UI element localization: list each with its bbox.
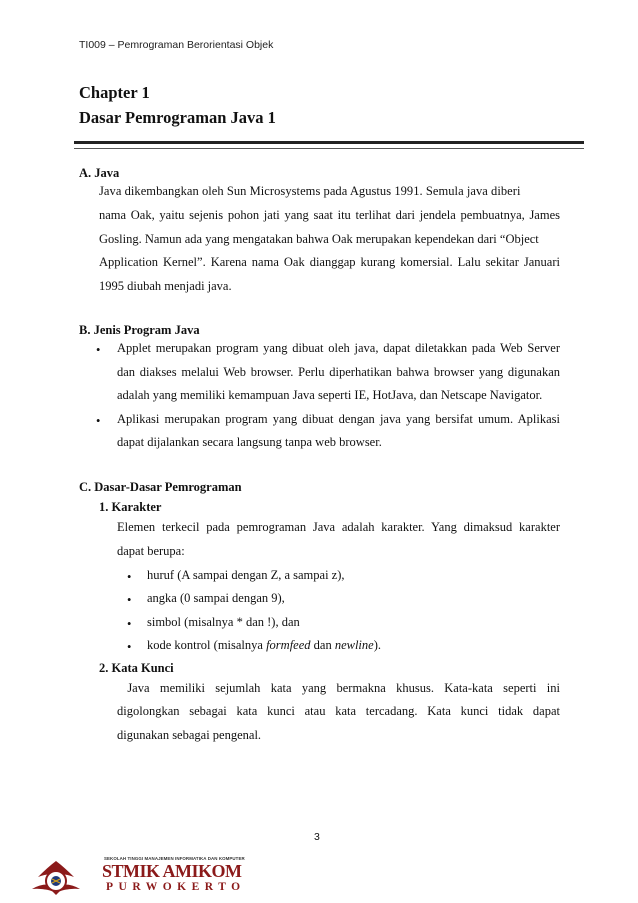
- bullet-marker: •: [127, 570, 132, 584]
- logo-name: STMIK AMIKOM: [102, 861, 242, 881]
- chapter-rule-thick: [74, 141, 584, 144]
- subsection-karakter-heading: 1. Karakter: [99, 500, 162, 514]
- karakter-item-1: huruf (A sampai dengan Z, a sampai z),: [147, 568, 345, 582]
- karakter-line-1: Elemen terkecil pada pemrograman Java adalah karakter. Yang dimaksud karakter: [117, 520, 560, 534]
- page-number: 3: [314, 831, 320, 843]
- kata-kunci-line-1: Java memiliki sejumlah kata yang bermakna khusus. Kata-kata seperti ini: [117, 681, 560, 695]
- karakter-item-2: angka (0 sampai dengan 9),: [147, 591, 285, 605]
- chapter-rule-thin: [74, 148, 584, 149]
- item4-suffix: ).: [373, 638, 382, 652]
- section-a-line-5: 1995 diubah menjadi java.: [99, 279, 232, 293]
- section-a-heading: A. Java: [79, 166, 120, 180]
- section-a-line-3: Gosling. Namun ada yang mengatakan bahwa Oak merupakan kependekan dari “Object: [99, 232, 539, 246]
- section-c-heading: C. Dasar-Dasar Pemrograman: [79, 480, 242, 494]
- kata-kunci-line-3: digunakan sebagai pengenal.: [117, 728, 262, 742]
- section-a-line-2: nama Oak, yaitu sejenis pohon jati yang saat itu terlihat dari jendela pembuatnya, James: [99, 208, 560, 222]
- karakter-item-4: [147, 634, 381, 658]
- item4-prefix: kode kontrol (misalnya: [147, 638, 267, 652]
- item4-newline: newline: [334, 638, 374, 652]
- karakter-item-3: simbol (misalnya * dan !), dan: [147, 615, 300, 629]
- karakter-line-2: dapat berupa:: [117, 544, 185, 558]
- kata-kunci-line-2: digolongkan sebagai kata kunci atau kata tercadang. Kata kunci tidak dapat: [117, 704, 560, 718]
- logo-city: PURWOKERTO: [106, 881, 246, 893]
- applet-line-3: adalah yang memiliki kemampuan Java seperti IE, HotJava, dan Netscape Navigator.: [117, 388, 543, 402]
- section-a-line-4: Application Kernel”. Karena nama Oak dianggap kurang komersial. Lalu sekitar Januari: [99, 255, 560, 269]
- bullet-marker: •: [96, 343, 101, 357]
- amikom-emblem-icon: [30, 855, 100, 897]
- applet-line-2: dan diakses melalui Web browser. Perlu diperhatikan bahwa browser yang digunakan: [117, 365, 560, 379]
- item4-mid: dan: [310, 638, 335, 652]
- logo-institution-line: SEKOLAH TINGGI MANAJEMEN INFORMATIKA DAN KOMPUTER: [104, 856, 245, 861]
- bullet-marker: •: [127, 593, 132, 607]
- section-a-line-1: Java dikembangkan oleh Sun Microsystems pada Agustus 1991. Semula java diberi: [99, 184, 521, 198]
- bullet-marker: •: [127, 617, 132, 631]
- running-header: TI009 – Pemrograman Berorientasi Objek: [79, 39, 274, 51]
- aplikasi-line-2: dapat dijalankan secara langsung tanpa web browser.: [117, 435, 382, 449]
- bullet-marker: •: [127, 640, 132, 654]
- item4-formfeed: formfeed: [266, 638, 311, 652]
- applet-line-1: Applet merupakan program yang dibuat oleh java, dapat diletakkan pada Web Server: [117, 341, 560, 355]
- chapter-title: Dasar Pemrograman Java 1: [79, 108, 276, 127]
- subsection-kata-kunci-heading: 2. Kata Kunci: [99, 661, 174, 675]
- bullet-marker: •: [96, 414, 101, 428]
- section-b-heading: B. Jenis Program Java: [79, 323, 200, 337]
- chapter-number: Chapter 1: [79, 83, 150, 102]
- aplikasi-line-1: Aplikasi merupakan program yang dibuat dengan java yang bersifat umum. Aplikasi: [117, 412, 560, 426]
- footer-logo: [30, 853, 270, 898]
